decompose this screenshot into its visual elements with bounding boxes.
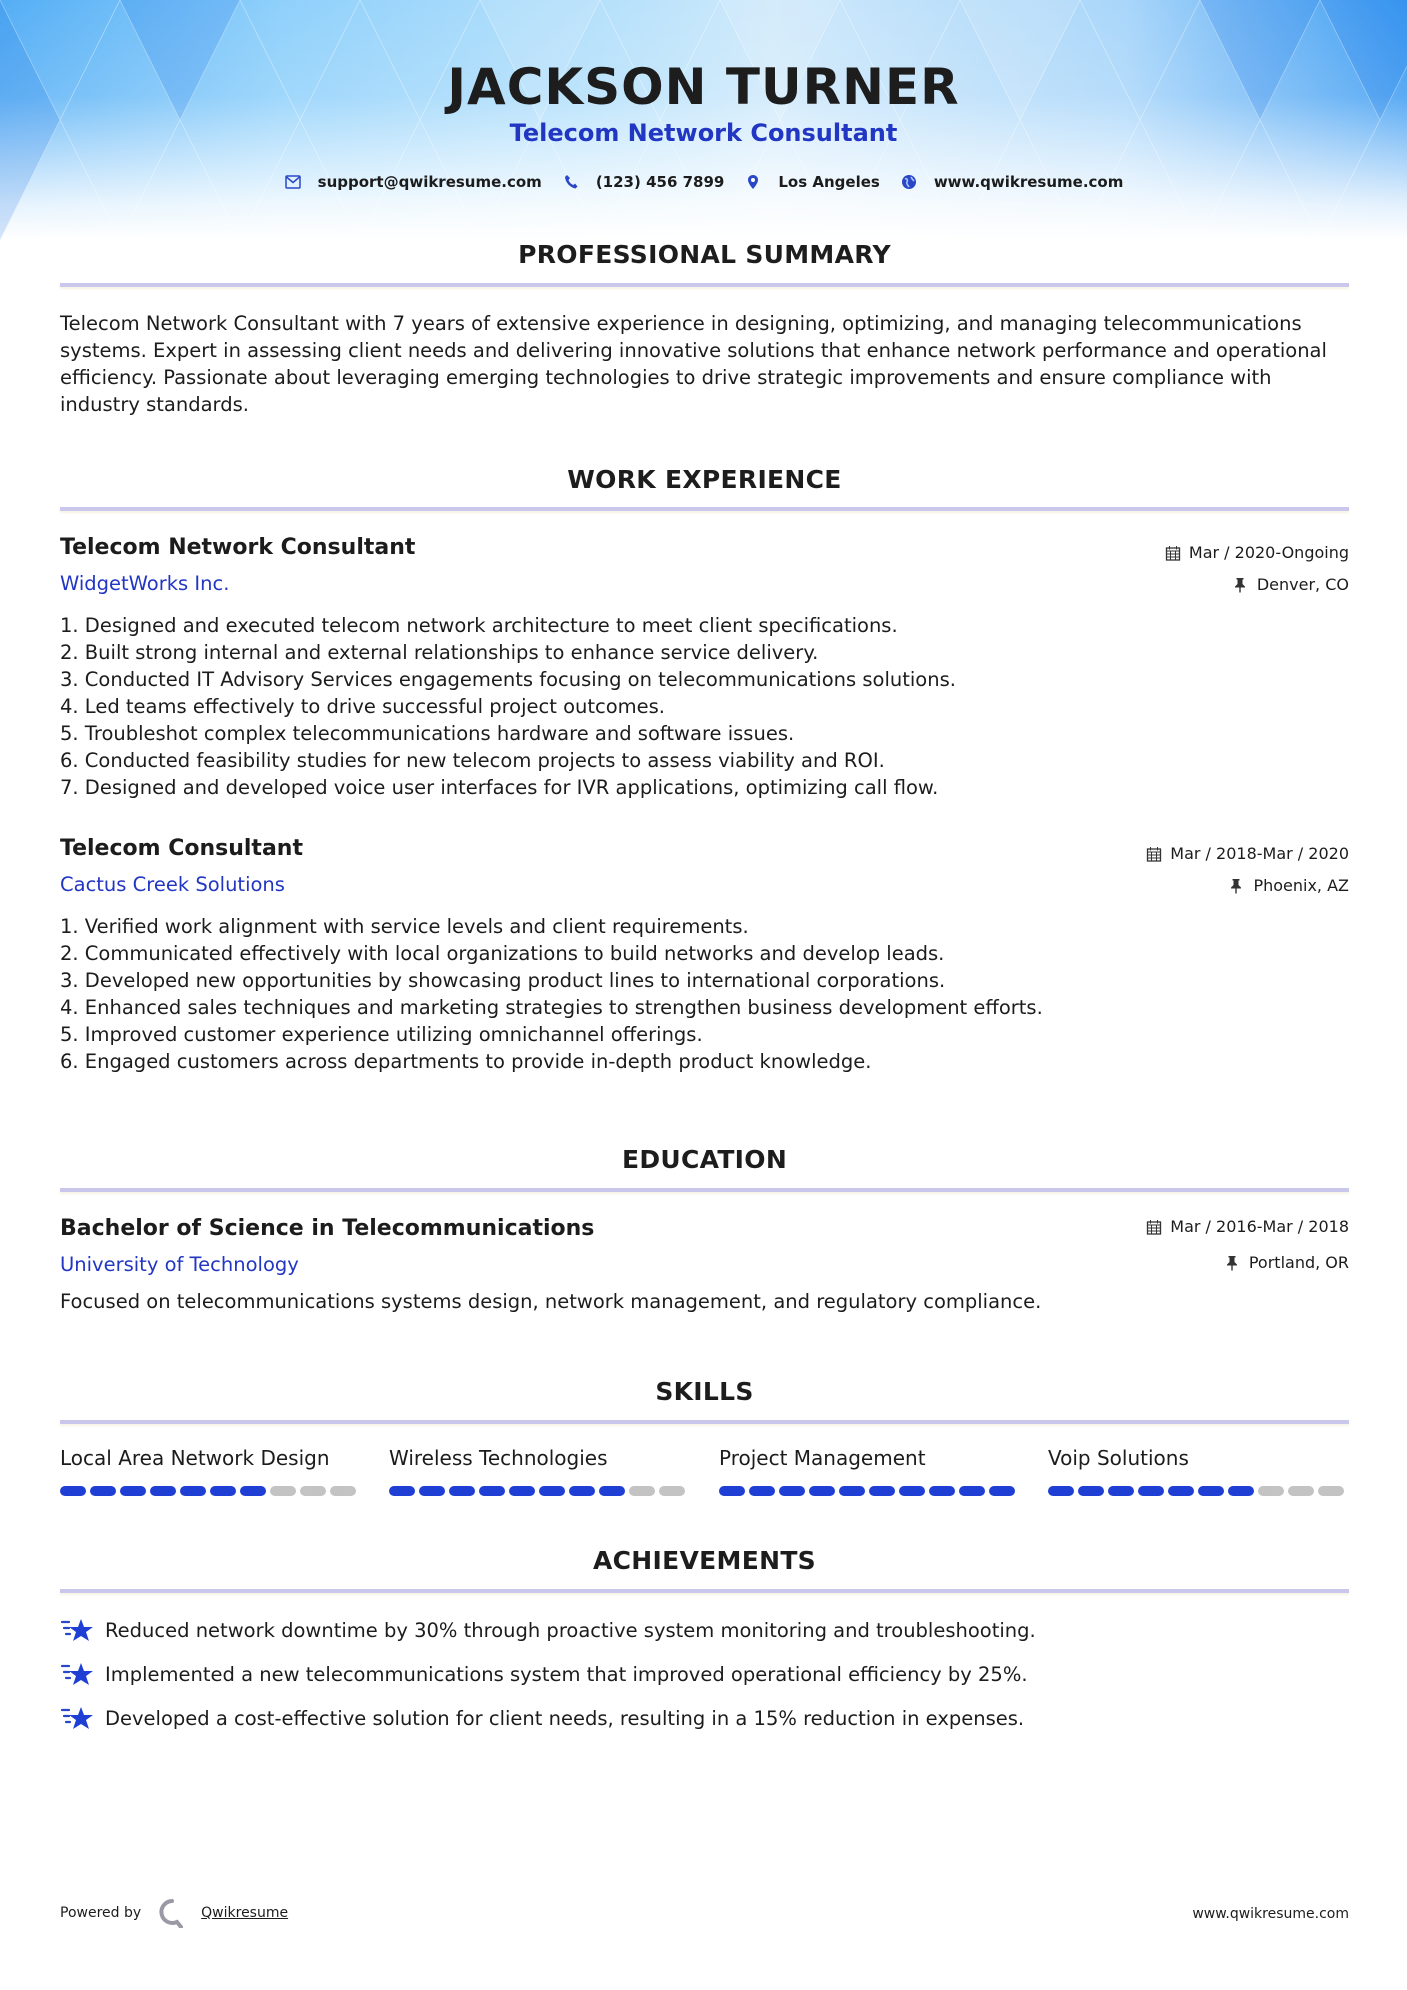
list-item: 2. Built strong internal and external relationships to enhance service delivery. — [60, 641, 819, 664]
skill-rating-bar — [719, 1486, 1019, 1496]
contact-email-text: support@qwikresume.com — [317, 173, 542, 191]
job-dates: Mar / 2018-Mar / 2020 — [1146, 844, 1349, 863]
resume-header — [0, 0, 1407, 240]
list-item: 7. Designed and developed voice user interfaces for IVR applications, optimizing call flow. — [60, 776, 939, 799]
list-item: 2. Communicated effectively with local organizations to build networks and develop leads. — [60, 942, 945, 965]
contact-phone-text: (123) 456 7899 — [595, 173, 725, 191]
footer-powered-by — [60, 1898, 288, 1928]
candidate-title: Telecom Network Consultant — [509, 119, 898, 147]
list-item: 3. Conducted IT Advisory Services engagements focusing on telecommunications solutions. — [60, 668, 956, 691]
education-description: Focused on telecommunications systems design, network management, and regulatory compliance. — [60, 1290, 1042, 1313]
job-company: WidgetWorks Inc. — [60, 572, 230, 595]
job-dates: Mar / 2020-Ongoing — [1165, 543, 1349, 562]
section-divider — [60, 283, 1349, 287]
achievements-heading: ACHIEVEMENTS — [593, 1546, 816, 1575]
job-company: Cactus Creek Solutions — [60, 873, 285, 896]
contact-location — [744, 173, 879, 191]
education-heading: EDUCATION — [621, 1145, 788, 1174]
list-item: 3. Developed new opportunities by showcasing product lines to international corporations. — [60, 969, 946, 992]
section-divider — [60, 1420, 1349, 1424]
summary-text: Telecom Network Consultant with 7 years of extensive experience in designing, optimizing, and managing telecommunications systems. Expert in assessing client needs and delivering innovative solutions that enhance network performance and operational efficiency. Passionate about leveraging emerging technologies to drive strategic improvements and ensure compliance with industry standards. — [60, 312, 1327, 416]
footer-website[interactable]: www.qwikresume.com — [1192, 1906, 1349, 1922]
section-divider — [60, 1589, 1349, 1593]
list-item: 4. Led teams effectively to drive successful project outcomes. — [60, 695, 666, 718]
list-item: 1. Designed and executed telecom network architecture to meet client specifications. — [60, 614, 898, 637]
achievement-item: Developed a cost-effective solution for client needs, resulting in a 15% reduction in expenses. — [60, 1704, 1024, 1732]
job-title: Telecom Network Consultant — [60, 535, 416, 560]
skill-name: Project Management — [719, 1446, 926, 1470]
education-degree: Bachelor of Science in Telecommunications — [60, 1216, 595, 1241]
job-title: Telecom Consultant — [60, 836, 303, 861]
skill-name: Voip Solutions — [1048, 1446, 1189, 1470]
list-item: 5. Troubleshot complex telecommunications hardware and software issues. — [60, 722, 795, 745]
list-item: 6. Conducted feasibility studies for new telecom projects to assess viability and ROI. — [60, 749, 885, 772]
shooting-star-icon — [60, 1616, 94, 1644]
section-divider — [60, 507, 1349, 511]
shooting-star-icon — [60, 1704, 94, 1732]
qwikresume-link[interactable]: Qwikresume — [201, 1905, 289, 1921]
pushpin-icon — [1229, 878, 1245, 894]
contact-phone[interactable] — [562, 173, 725, 191]
achievement-item: Implemented a new telecommunications system that improved operational efficiency by 25%. — [60, 1660, 1028, 1688]
candidate-name: JACKSON TURNER — [447, 58, 960, 116]
skill-item — [719, 1446, 1019, 1496]
skill-rating-bar — [60, 1486, 360, 1496]
calendar-icon — [1165, 545, 1181, 561]
job-bullets — [60, 913, 1260, 1075]
pushpin-icon — [1233, 577, 1249, 593]
contact-website-text: www.qwikresume.com — [933, 173, 1124, 191]
job-location: Phoenix, AZ — [1229, 876, 1349, 895]
section-divider — [60, 1188, 1349, 1192]
skill-name: Wireless Technologies — [389, 1446, 608, 1470]
summary-heading: PROFESSIONAL SUMMARY — [518, 240, 891, 269]
experience-heading: WORK EXPERIENCE — [567, 465, 842, 494]
skill-item — [60, 1446, 360, 1496]
achievement-item: Reduced network downtime by 30% through proactive system monitoring and troubleshooting. — [60, 1616, 1036, 1644]
education-school: University of Technology — [60, 1253, 299, 1276]
email-icon — [284, 173, 302, 191]
qwikresume-logo-icon — [157, 1898, 187, 1928]
contact-website[interactable] — [900, 173, 1124, 191]
list-item: 1. Verified work alignment with service levels and client requirements. — [60, 915, 749, 938]
job-location: Denver, CO — [1233, 575, 1349, 594]
education-location: Portland, OR — [1225, 1253, 1349, 1272]
phone-icon — [562, 173, 580, 191]
skill-rating-bar — [1048, 1486, 1348, 1496]
calendar-icon — [1146, 1219, 1162, 1235]
skills-heading: SKILLS — [655, 1377, 754, 1406]
list-item: 5. Improved customer experience utilizing omnichannel offerings. — [60, 1023, 703, 1046]
list-item: 4. Enhanced sales techniques and marketing strategies to strengthen business development efforts. — [60, 996, 1043, 1019]
job-bullets — [60, 612, 1260, 801]
calendar-icon — [1146, 846, 1162, 862]
contact-location-text: Los Angeles — [778, 173, 880, 191]
list-item: 6. Engaged customers across departments to provide in-depth product knowledge. — [60, 1050, 872, 1073]
shooting-star-icon — [60, 1660, 94, 1688]
skill-item — [389, 1446, 689, 1496]
education-dates: Mar / 2016-Mar / 2018 — [1146, 1217, 1349, 1236]
pushpin-icon — [1225, 1255, 1241, 1271]
powered-by-label: Powered by — [60, 1905, 142, 1921]
contact-bar — [0, 173, 1407, 191]
skill-item — [1048, 1446, 1348, 1496]
skill-name: Local Area Network Design — [60, 1446, 330, 1470]
globe-icon — [900, 173, 918, 191]
contact-email[interactable] — [284, 173, 542, 191]
location-pin-icon — [744, 173, 762, 191]
skill-rating-bar — [389, 1486, 689, 1496]
